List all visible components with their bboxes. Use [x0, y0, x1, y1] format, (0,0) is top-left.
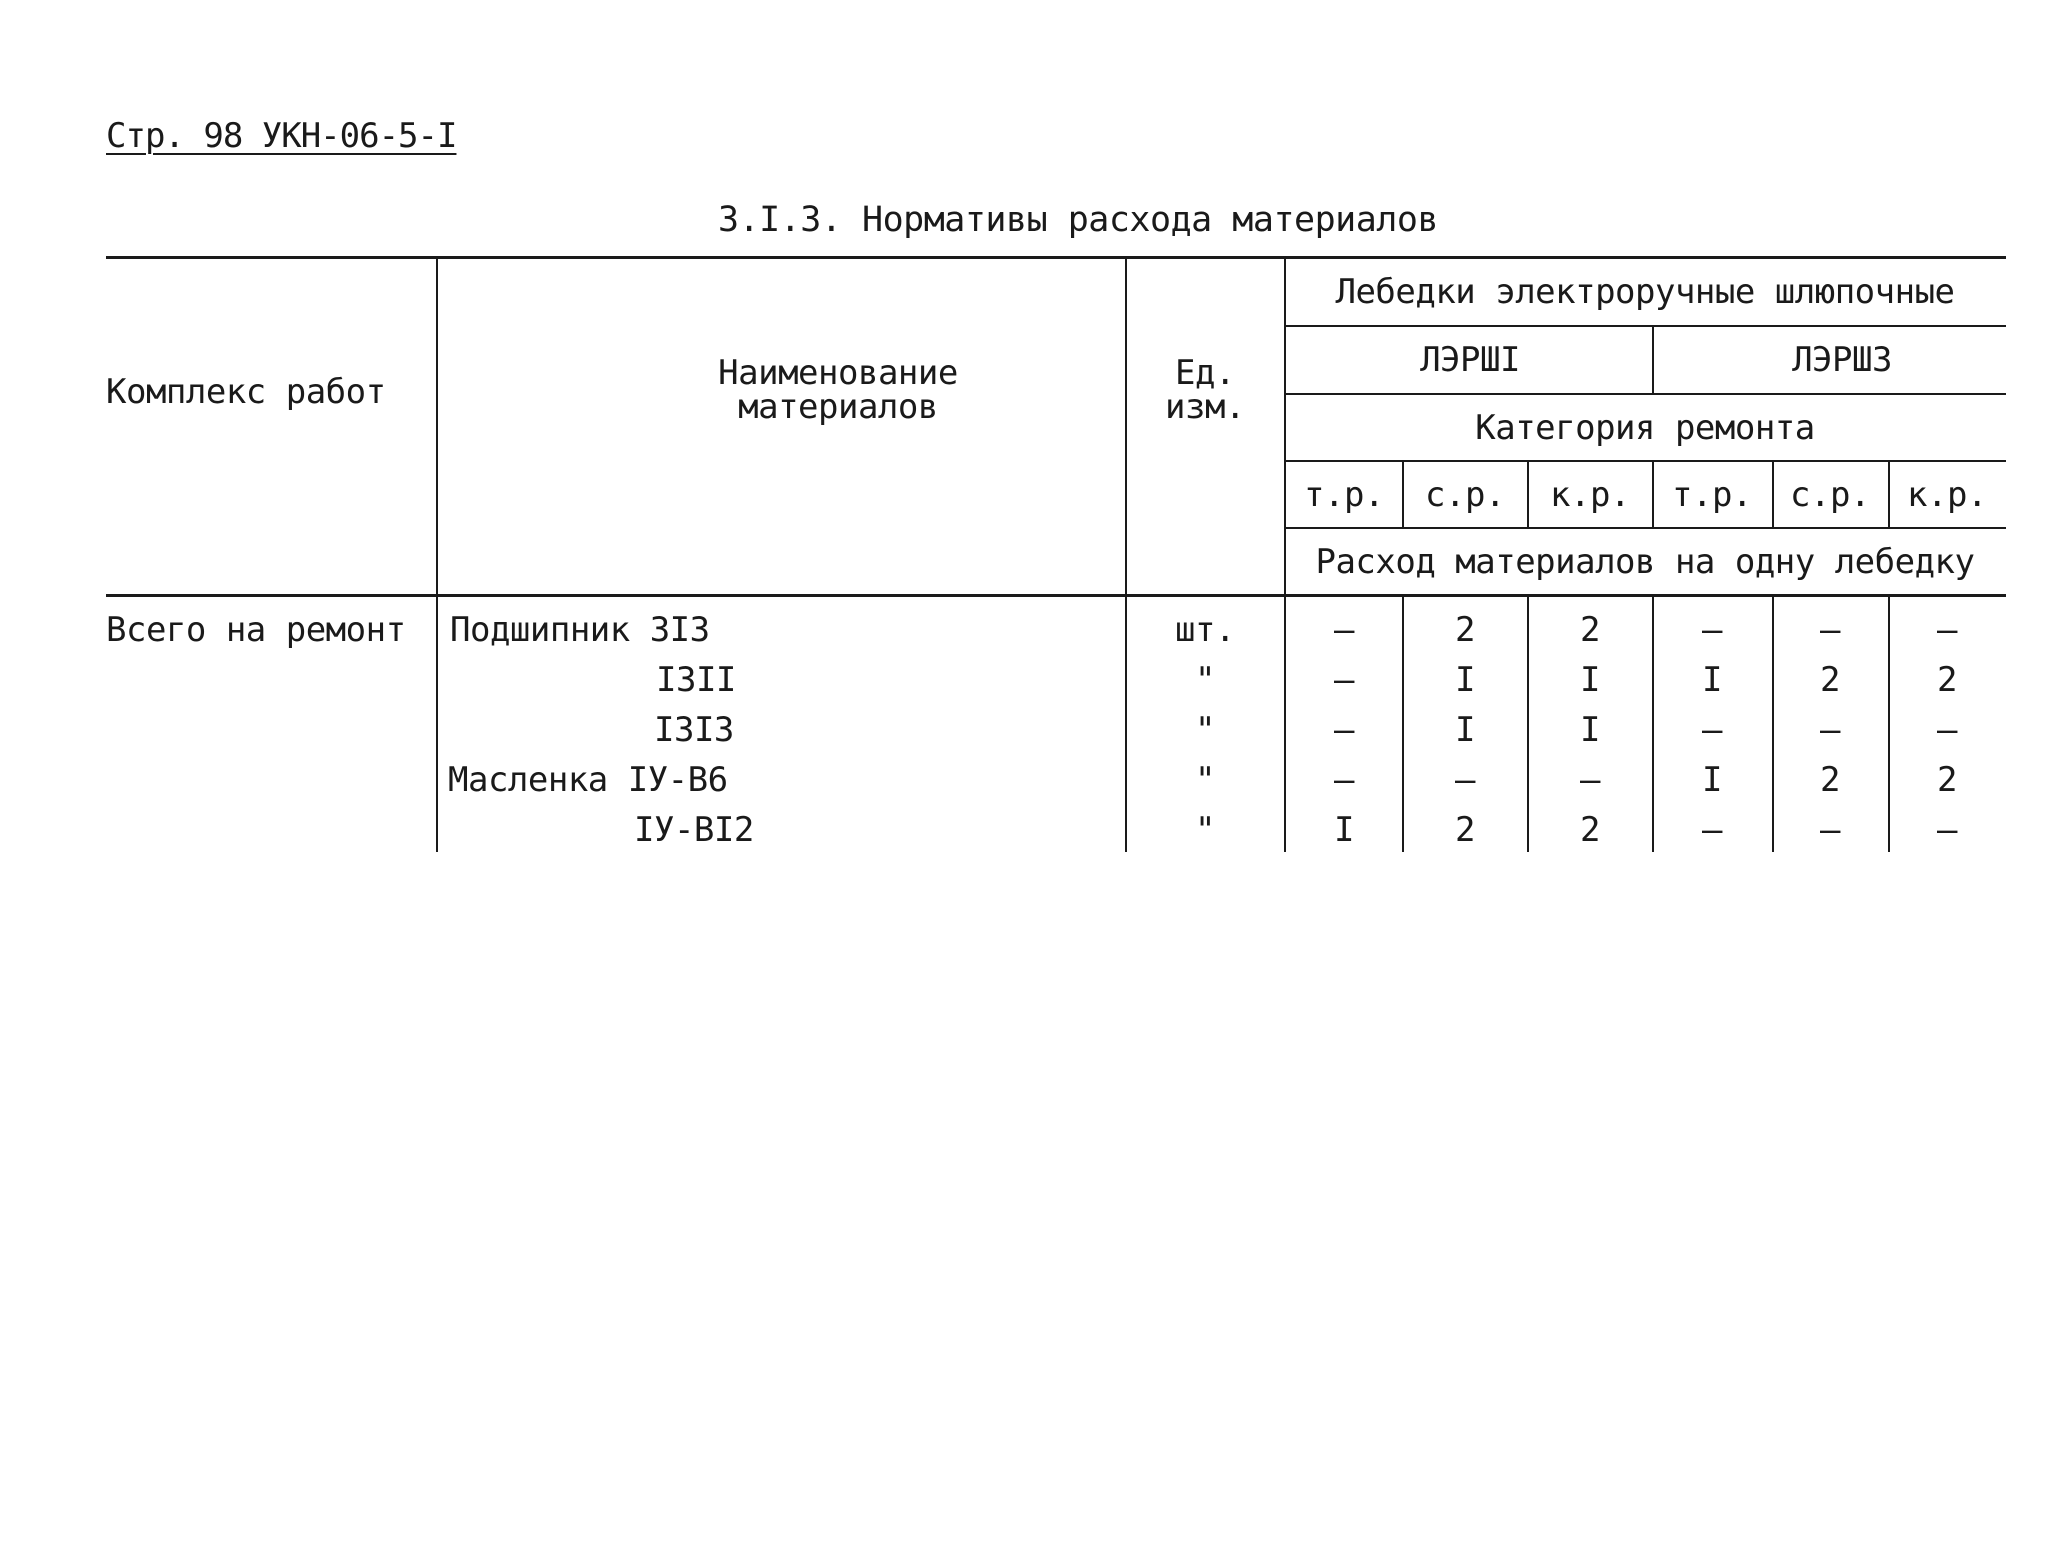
- header-unit: Ед. изм.: [1165, 353, 1245, 427]
- material-name: Масленка IУ-В6: [448, 760, 728, 800]
- body-divider-3: [1652, 597, 1654, 852]
- material-name: I3I3: [654, 710, 734, 750]
- subcat-4: т.р.: [1672, 475, 1752, 515]
- unit-cell: ": [1195, 710, 1215, 750]
- value-cell: –: [1334, 710, 1354, 750]
- value-cell: –: [1702, 710, 1722, 750]
- header-material: Наименование материалов: [718, 353, 958, 427]
- value-cell: –: [1937, 610, 1957, 650]
- subcat-6: к.р.: [1907, 475, 1987, 515]
- body-divider-4: [1772, 597, 1774, 852]
- value-cell: –: [1580, 760, 1600, 800]
- header-complex: Комплекс работ: [106, 372, 386, 412]
- value-cell: 2: [1580, 810, 1600, 850]
- rule-below-winches: [1286, 325, 2006, 327]
- col-divider-sub-5: [1888, 460, 1890, 527]
- header-bottom-rule: [106, 594, 2006, 597]
- value-cell: –: [1702, 610, 1722, 650]
- value-cell: –: [1820, 710, 1840, 750]
- value-cell: –: [1937, 810, 1957, 850]
- value-cell: –: [1334, 660, 1354, 700]
- table-title: 3.I.3. Нормативы расхода материалов: [718, 200, 1439, 240]
- rule-below-category: [1286, 460, 2006, 462]
- body-divider-1: [1402, 597, 1404, 852]
- col-divider-sub-1: [1402, 460, 1404, 527]
- table-top-rule: [106, 256, 2006, 259]
- col-divider-models: [1652, 325, 1654, 393]
- material-name: Подшипник 3I3: [450, 610, 710, 650]
- value-cell: 2: [1937, 760, 1957, 800]
- value-cell: 2: [1455, 610, 1475, 650]
- value-cell: I: [1580, 710, 1600, 750]
- subcat-2: с.р.: [1425, 475, 1505, 515]
- subcat-3: к.р.: [1550, 475, 1630, 515]
- unit-cell: ": [1195, 660, 1215, 700]
- subcat-5: с.р.: [1790, 475, 1870, 515]
- value-cell: I: [1455, 660, 1475, 700]
- page-reference: Стр. 98 УКН-06-5-I: [106, 116, 457, 156]
- value-cell: I: [1580, 660, 1600, 700]
- value-cell: 2: [1820, 660, 1840, 700]
- header-model-1: ЛЭРШI: [1420, 340, 1520, 380]
- body-complex: Всего на ремонт: [106, 610, 406, 650]
- value-cell: –: [1937, 710, 1957, 750]
- value-cell: –: [1820, 810, 1840, 850]
- header-category: Категория ремонта: [1475, 408, 1815, 448]
- material-name: I3II: [656, 660, 736, 700]
- header-consumption: Расход материалов на одну лебедку: [1315, 542, 1975, 582]
- header-model-2: ЛЭРШ3: [1792, 340, 1892, 380]
- value-cell: I: [1455, 710, 1475, 750]
- rule-below-models: [1286, 393, 2006, 395]
- rule-below-subcats: [1286, 527, 2006, 529]
- col-divider-unit: [1284, 256, 1286, 852]
- value-cell: 2: [1820, 760, 1840, 800]
- value-cell: –: [1334, 610, 1354, 650]
- value-cell: –: [1702, 810, 1722, 850]
- value-cell: 2: [1937, 660, 1957, 700]
- subcat-1: т.р.: [1304, 475, 1384, 515]
- col-divider-sub-2: [1527, 460, 1529, 527]
- header-winches: Лебедки электроручные шлюпочные: [1335, 272, 1955, 312]
- value-cell: –: [1334, 760, 1354, 800]
- value-cell: I: [1702, 660, 1722, 700]
- col-divider-sub-4: [1772, 460, 1774, 527]
- col-divider-material: [1125, 256, 1127, 852]
- unit-cell: ": [1195, 810, 1215, 850]
- col-divider-complex: [436, 256, 438, 852]
- value-cell: I: [1702, 760, 1722, 800]
- value-cell: –: [1820, 610, 1840, 650]
- unit-cell: шт.: [1175, 610, 1235, 650]
- value-cell: 2: [1455, 810, 1475, 850]
- body-divider-2: [1527, 597, 1529, 852]
- unit-cell: ": [1195, 760, 1215, 800]
- body-divider-5: [1888, 597, 1890, 852]
- value-cell: 2: [1580, 610, 1600, 650]
- col-divider-sub-3: [1652, 460, 1654, 527]
- value-cell: I: [1334, 810, 1354, 850]
- value-cell: –: [1455, 760, 1475, 800]
- material-name: IУ-ВI2: [634, 810, 754, 850]
